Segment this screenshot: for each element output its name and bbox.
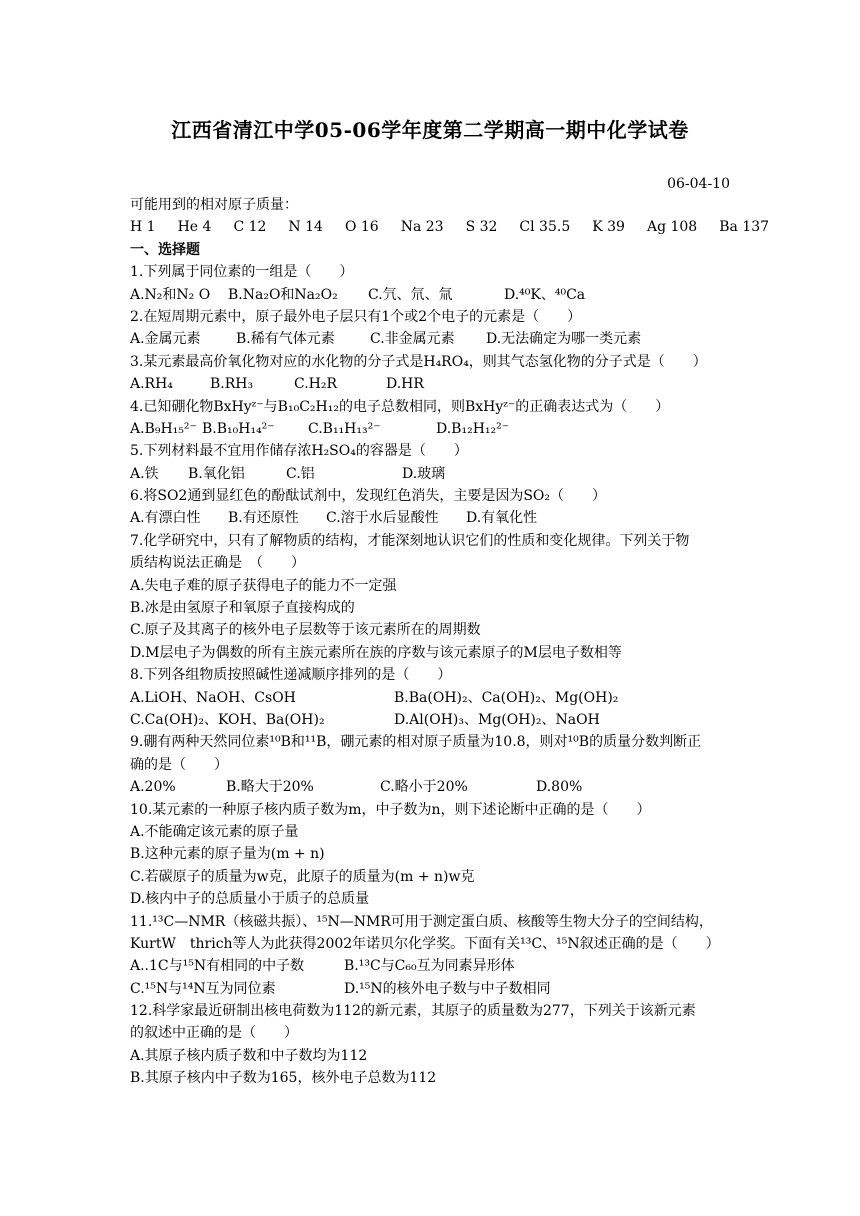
option-b: B.略大于20%	[226, 779, 314, 796]
option-row	[130, 418, 732, 440]
option-c: C.铝	[286, 465, 315, 482]
atomic-mass-item: S 32	[465, 219, 498, 236]
option-a: A.不能确定该元素的原子量	[130, 823, 299, 840]
option-d: D.核内中子的总质量小于质子的总质量	[130, 891, 370, 908]
option-a: A.LiOH、NaOH、CsOH	[130, 689, 296, 706]
exam-title: 江西省清江中学05-06学年度第二学期高一期中化学试卷	[171, 118, 689, 142]
option-row	[130, 709, 732, 731]
option-a: A.N₂和N₂ O	[130, 286, 211, 303]
option-a: A.有漂白性	[130, 510, 201, 527]
option-a: A.RH₄	[130, 376, 173, 393]
exam-content	[130, 194, 770, 1090]
option-c: C.溶于水后显酸性	[326, 510, 439, 527]
option-c: C.氕、氘、氚	[368, 286, 453, 303]
option-d: D.M层电子为偶数的所有主族元素所在族的序数与该元素原子的M层电子数相等	[130, 644, 622, 661]
question-stem: 3.某元素最高价氧化物对应的水化物的分子式是H₄RO₄，则其气态氢化物的分子式是（ ）	[130, 353, 707, 370]
question-stem: 12.科学家最近研制出核电荷数为112的新元素，其原子的质量数为277，下列关于该新元素	[130, 1003, 696, 1020]
atomic-mass-item: Cl 35.5	[519, 219, 571, 236]
option-a: A.金属元素	[130, 331, 201, 348]
option-b: B.RH₃	[210, 376, 254, 393]
option-b: B.¹³C与C₆₀互为同素异形体	[344, 958, 515, 975]
option-row	[130, 955, 732, 977]
option-c: C.H₂R	[294, 376, 338, 393]
option-c: C.原子及其离子的核外电子层数等于该元素所在的周期数	[130, 622, 481, 639]
atomic-mass-item: He 4	[177, 219, 212, 236]
option-d: D.有氧化性	[466, 510, 538, 527]
option-c: C.若碳原子的质量为w克，此原子的质量为(m + n)w克	[130, 868, 475, 885]
section-heading: 一、选择题	[130, 241, 200, 258]
option-b: B.稀有气体元素	[236, 331, 335, 348]
option-b: B.这种元素的原子量为(m + n)	[130, 846, 325, 863]
option-row	[130, 687, 732, 709]
option-d: D.HR	[386, 376, 424, 393]
atomic-mass-item: N 14	[288, 219, 323, 236]
question-stem: 7.化学研究中，只有了解物质的结构，才能深刻地认识它们的性质和变化规律。下列关于物	[130, 532, 690, 549]
option-b: B.氧化铝	[188, 465, 245, 482]
question-stem: 5.下列材料最不宜用作储存浓H₂SO₄的容器是（ ）	[130, 443, 468, 460]
option-a: A.其原子核内质子数和中子数均为112	[130, 1047, 368, 1064]
atomic-mass-item: Na 23	[400, 219, 444, 236]
option-d: D.Al(OH)₃、Mg(OH)₂、NaOH	[394, 711, 600, 728]
option-row	[130, 463, 732, 485]
option-d: D.无法确定为哪一类元素	[486, 331, 642, 348]
question-stem-cont: 的叙述中正确的是（ ）	[130, 1025, 298, 1042]
option-c: C.¹⁵N与¹⁴N互为同位素	[130, 980, 276, 997]
atomic-mass-item: O 16	[344, 219, 379, 236]
option-b: B.B₁₀H₁₄²⁻	[202, 420, 275, 437]
option-a: A.B₉H₁₅²⁻	[130, 420, 197, 437]
option-row	[130, 507, 732, 529]
option-d: D.¹⁵N的核外电子数与中子数相同	[344, 980, 551, 997]
option-row	[130, 284, 732, 306]
question-stem: 10.某元素的一种原子核内质子数为m，中子数为n，则下述论断中正确的是（ ）	[130, 801, 651, 818]
atomic-mass-item: K 39	[592, 219, 625, 236]
option-a: A.失电子难的原子获得电子的能力不一定强	[130, 577, 397, 594]
exam-date: 06-04-10	[667, 176, 730, 192]
question-stem: 6.将SO2通到显红色的酚酞试剂中，发现红色消失，主要是因为SO₂（ ）	[130, 488, 607, 505]
option-b: B.冰是由氢原子和氧原子直接构成的	[130, 600, 355, 617]
atomic-mass-item: Ag 108	[646, 219, 698, 236]
option-a: A.铁	[130, 465, 159, 482]
question-stem-cont: 质结构说法正确是 （ ）	[130, 555, 305, 572]
question-stem: 4.已知硼化物BxHyᶻ⁻与B₁₀C₂H₁₂的电子总数相同，则BxHyᶻ⁻的正确表达式为（ ）	[130, 398, 670, 415]
question-stem-cont: KurtW thrich等人为此获得2002年诺贝尔化学奖。下面有关¹³C、¹⁵N叙述正确的是（ ）	[130, 935, 720, 952]
option-b: B.有还原性	[228, 510, 299, 527]
question-stem: 11.¹³C—NMR（核磁共振）、¹⁵N—NMR可用于测定蛋白质、核酸等生物大分子的空间结构，	[130, 913, 713, 930]
option-row	[130, 978, 732, 1000]
atomic-mass-item: Ba 137	[719, 219, 770, 236]
option-d: D.80%	[536, 779, 583, 796]
option-row	[130, 373, 732, 395]
option-a: A.20%	[130, 779, 176, 796]
option-d: D.玻璃	[402, 465, 446, 482]
option-b: B.Na₂O和Na₂O₂	[228, 286, 338, 303]
option-c: C.Ca(OH)₂、KOH、Ba(OH)₂	[130, 711, 325, 728]
atomic-mass-label: 可能用到的相对原子质量：	[130, 197, 298, 213]
question-stem: 9.硼有两种天然同位素¹⁰B和¹¹B，硼元素的相对原子质量为10.8，则对¹⁰B的质量分数判断正	[130, 734, 702, 751]
atomic-mass-list	[130, 216, 770, 238]
atomic-mass-item: C 12	[233, 219, 267, 236]
question-stem: 2.在短周期元素中，原子最外电子层只有1个或2个电子的元素是（ ）	[130, 308, 582, 325]
option-c: C.B₁₁H₁₃²⁻	[308, 420, 381, 437]
question-stem: 1.下列属于同位素的一组是（ ）	[130, 264, 354, 281]
question-stem: 8.下列各组物质按照碱性递减顺序排列的是（ ）	[130, 667, 452, 684]
option-b: B.Ba(OH)₂、Ca(OH)₂、Mg(OH)₂	[394, 689, 619, 706]
atomic-mass-item: H 1	[130, 219, 156, 236]
option-d: D.⁴⁰K、⁴⁰Ca	[504, 286, 586, 303]
option-c: C.略小于20%	[380, 779, 468, 796]
question-stem-cont: 确的是（ ）	[130, 756, 228, 773]
option-a: A..1C与¹⁵N有相同的中子数	[130, 958, 305, 975]
option-b: B.其原子核内中子数为165，核外电子总数为112	[130, 1070, 437, 1087]
option-row	[130, 776, 732, 798]
option-d: D.B₁₂H₁₂²⁻	[436, 420, 510, 437]
option-row	[130, 328, 732, 350]
option-c: C.非金属元素	[370, 331, 455, 348]
